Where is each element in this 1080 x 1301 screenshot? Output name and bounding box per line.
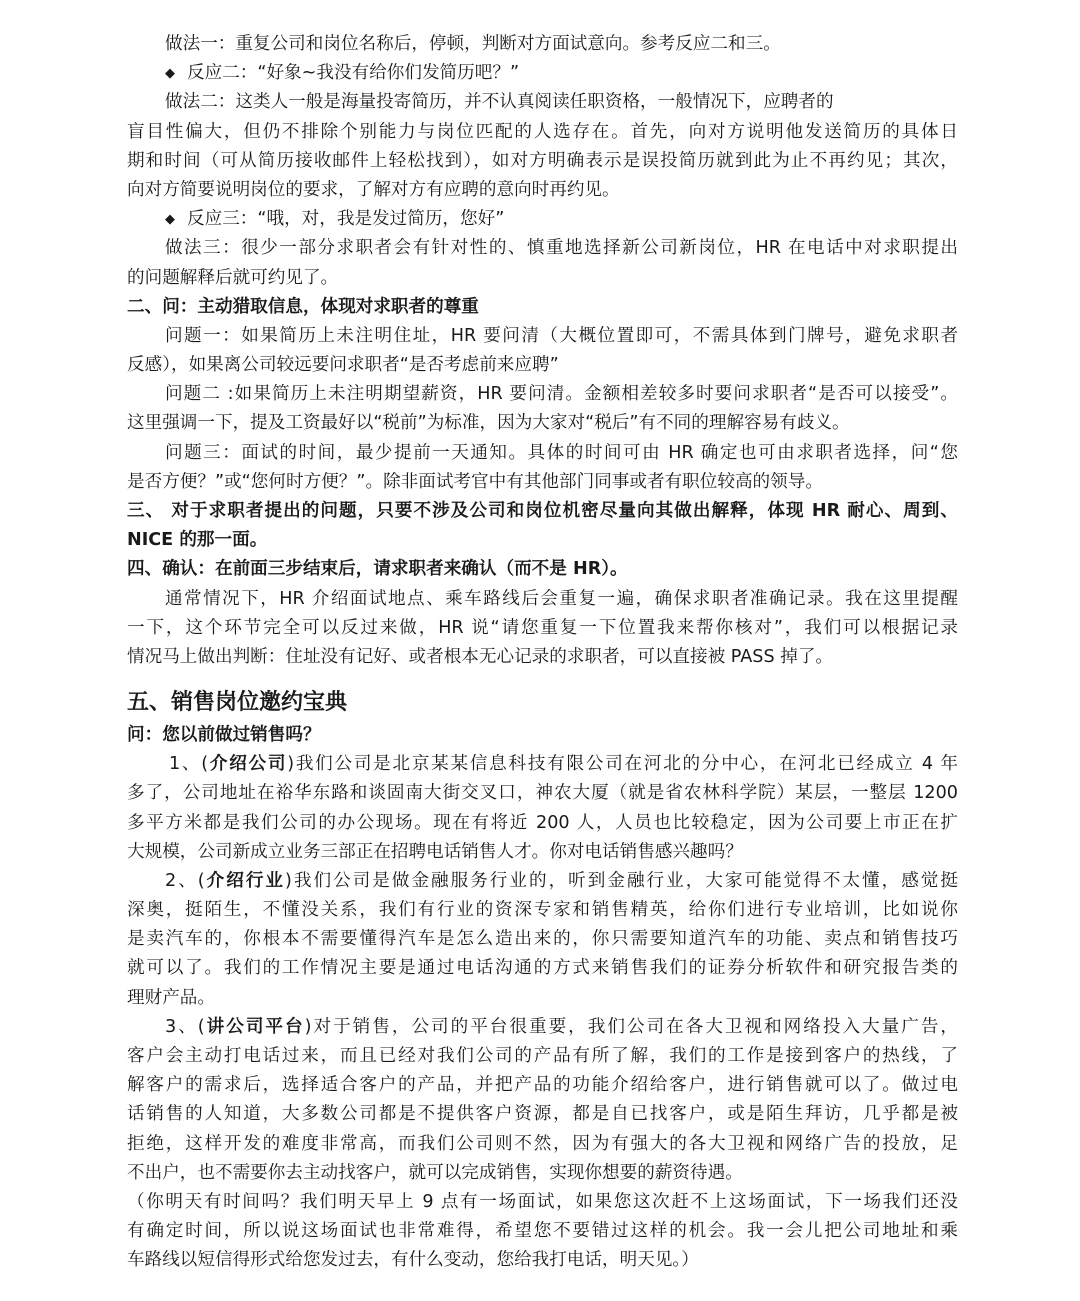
section-three-heading-line: NICE 的那一面。 xyxy=(127,530,268,551)
reaction-three-text: 反应三：“哦，对，我是发过简历，您好” xyxy=(187,209,505,230)
paragraph-two-line: 是卖汽车的，你根本不需要懂得汽车是怎么造出来的，你只需要知道汽车的功能、卖点和销售技巧 xyxy=(127,929,958,950)
paragraph-three-first-line xyxy=(127,1013,958,1042)
paragraph-three-line: 不出户，也不需要你去主动找客户，就可以完成销售，实现你想要的薪资待遇。 xyxy=(127,1162,743,1183)
paragraph-one-first-line xyxy=(127,750,958,779)
closing-line: （你明天有时间吗？我们明天早上 9 点有一场面试，如果您这次赶不上这场面试，下一场我们还没 xyxy=(127,1191,958,1212)
section-four-heading: 四、确认：在前面三步结束后，请求职者来确认（而不是 HR）。 xyxy=(127,559,628,580)
question-one-line: 反感），如果离公司较远要问求职者“是否考虑前来应聘” xyxy=(127,355,559,376)
reaction-two xyxy=(127,59,958,88)
method-two-line: 做法二：这类人一般是海量投寄简历，并不认真阅读任职资格，一般情况下，应聘者的 xyxy=(165,92,834,113)
sales-question: 问：您以前做过销售吗？ xyxy=(127,725,321,746)
paragraph-three-line: 客户会主动打电话过来，而且已经对我们公司的产品有所了解，我们的工作是接到客户的热线，了 xyxy=(127,1046,958,1066)
question-two-line: 这里强调一下，提及工资最好以“税前”为标准，因为大家对“税后”有不同的理解容易有歧义。 xyxy=(127,413,850,434)
paragraph-one-line: 大规模，公司新成立业务三部正在招聘电话销售人才。你对电话销售感兴趣吗？ xyxy=(127,841,743,862)
method-three-line: 做法三：很少一部分求职者会有针对性的、慎重地选择新公司新岗位，HR 在电话中对求职提出 xyxy=(165,238,958,259)
reaction-three xyxy=(127,205,958,234)
section-two-heading: 二、问：主动猎取信息，体现对求职者的尊重 xyxy=(127,296,479,317)
paragraph-one-line: 多平方米都是我们公司的办公现场。现在有将近 200 人，人员也比较稳定，因为公司要上市正在扩 xyxy=(127,812,958,833)
section-four-body-line: 通常情况下，HR 介绍面试地点、乘车路线后会重复一遍，确保求职者准确记录。我在这里提醒 xyxy=(165,588,958,609)
section-four-body-line: 情况马上做出判断：住址没有记好、或者根本无心记录的求职者，可以直接被 PASS 掉了。 xyxy=(127,646,834,667)
paragraph-label: 介绍公司 xyxy=(208,754,288,775)
paragraph-two-first-line xyxy=(127,867,958,896)
reaction-two-text: 反应二：“好象~我没有给你们发简历吧？” xyxy=(187,63,520,84)
method-three-line: 的问题解释后就可约见了。 xyxy=(127,267,339,288)
paragraph-number: 1、( xyxy=(169,754,209,775)
closing-line: 有确定时间，所以说这场面试也非常难得，希望您不要错过这样的机会。我一会儿把公司地址和乘 xyxy=(127,1221,958,1242)
paragraph-two-line: 就可以了。我们的工作情况主要是通过电话沟通的方式来销售我们的证券分析软件和研究报告类的 xyxy=(127,958,958,979)
method-two-line: 向对方简要说明岗位的要求，了解对方有应聘的意向时再约见。 xyxy=(127,179,620,200)
paragraph-number: 3、( xyxy=(165,1016,205,1037)
paragraph-one-line: 多了，公司地址在裕华东路和谈固南大街交叉口，神农大厦（就是省农林科学院）某层，一整层 1200 xyxy=(127,783,958,804)
method-two-line: 盲目性偏大，但仍不排除个别能力与岗位匹配的人选存在。首先，向对方说明他发送简历的具体日 xyxy=(127,121,958,142)
method-one: 做法一：重复公司和岗位名称后，停顿，判断对方面试意向。参考反应二和三。 xyxy=(165,34,781,54)
paragraph-text: )我们公司是做金融服务行业的，听到金融行业，大家可能觉得不太懂，感觉挺 xyxy=(285,870,958,891)
section-four-body-line: 一下，这个环节完全可以反过来做，HR 说“请您重复一下位置我来帮你核对”，我们可以根据记录 xyxy=(127,617,958,638)
closing-line: 车路线以短信得形式给您发过去，有什么变动，您给我打电话，明天见。） xyxy=(127,1250,699,1271)
section-three-heading-line: 三、 对于求职者提出的问题，只要不涉及公司和岗位机密尽量向其做出解释，体现 HR 耐心、周到、 xyxy=(127,501,958,521)
paragraph-number: 2、( xyxy=(165,870,205,891)
section-five-title: 五、销售岗位邀约宝典 xyxy=(127,690,348,716)
method-two-line: 期和时间（可从简历接收邮件上轻松找到），如对方明确表示是误投简历就到此为止不再约见；其次， xyxy=(127,150,958,171)
diamond-bullet-icon: ◆ xyxy=(165,212,175,228)
paragraph-three-line: 话销售的人知道，大多数公司都是不提供客户资源，都是自已找客户，或是陌生拜访，几乎都是被 xyxy=(127,1104,958,1125)
paragraph-three-line: 拒绝，这样开发的难度非常高，而我们公司则不然，因为有强大的各大卫视和网络广告的投放，足 xyxy=(127,1133,958,1154)
paragraph-text: )我们公司是北京某某信息科技有限公司在河北的分中心，在河北已经成立 4 年 xyxy=(287,754,958,775)
question-one-line: 问题一：如果简历上未注明住址，HR 要问清（大概位置即可，不需具体到门牌号，避免求职者 xyxy=(165,325,958,346)
paragraph-text: )对于销售，公司的平台很重要，我们公司在各大卫视和网络投入大量广告， xyxy=(304,1016,958,1037)
paragraph-two-line: 深奥，挺陌生，不懂没关系，我们有行业的资深专家和销售精英，给你们进行专业培训，比如说你 xyxy=(127,900,958,921)
diamond-bullet-icon: ◆ xyxy=(165,66,175,82)
paragraph-two-line: 理财产品。 xyxy=(127,987,215,1008)
question-two-line: 问题二 :如果简历上未注明期望薪资，HR 要问清。金额相差较多时要问求职者“是否可以接受”。 xyxy=(165,384,958,405)
paragraph-label: 介绍行业 xyxy=(204,870,286,891)
paragraph-three-line: 解客户的需求后，选择适合客户的产品，并把产品的功能介绍给客户，进行销售就可以了。做过电 xyxy=(127,1075,958,1096)
question-three-line: 是否方便？”或“您何时方便？”。除非面试考官中有其他部门同事或者有职位较高的领导。 xyxy=(127,471,823,492)
paragraph-label: 讲公司平台 xyxy=(204,1016,305,1037)
question-three-line: 问题三：面试的时间，最少提前一天通知。具体的时间可由 HR 确定也可由求职者选择，问“您 xyxy=(165,442,958,463)
